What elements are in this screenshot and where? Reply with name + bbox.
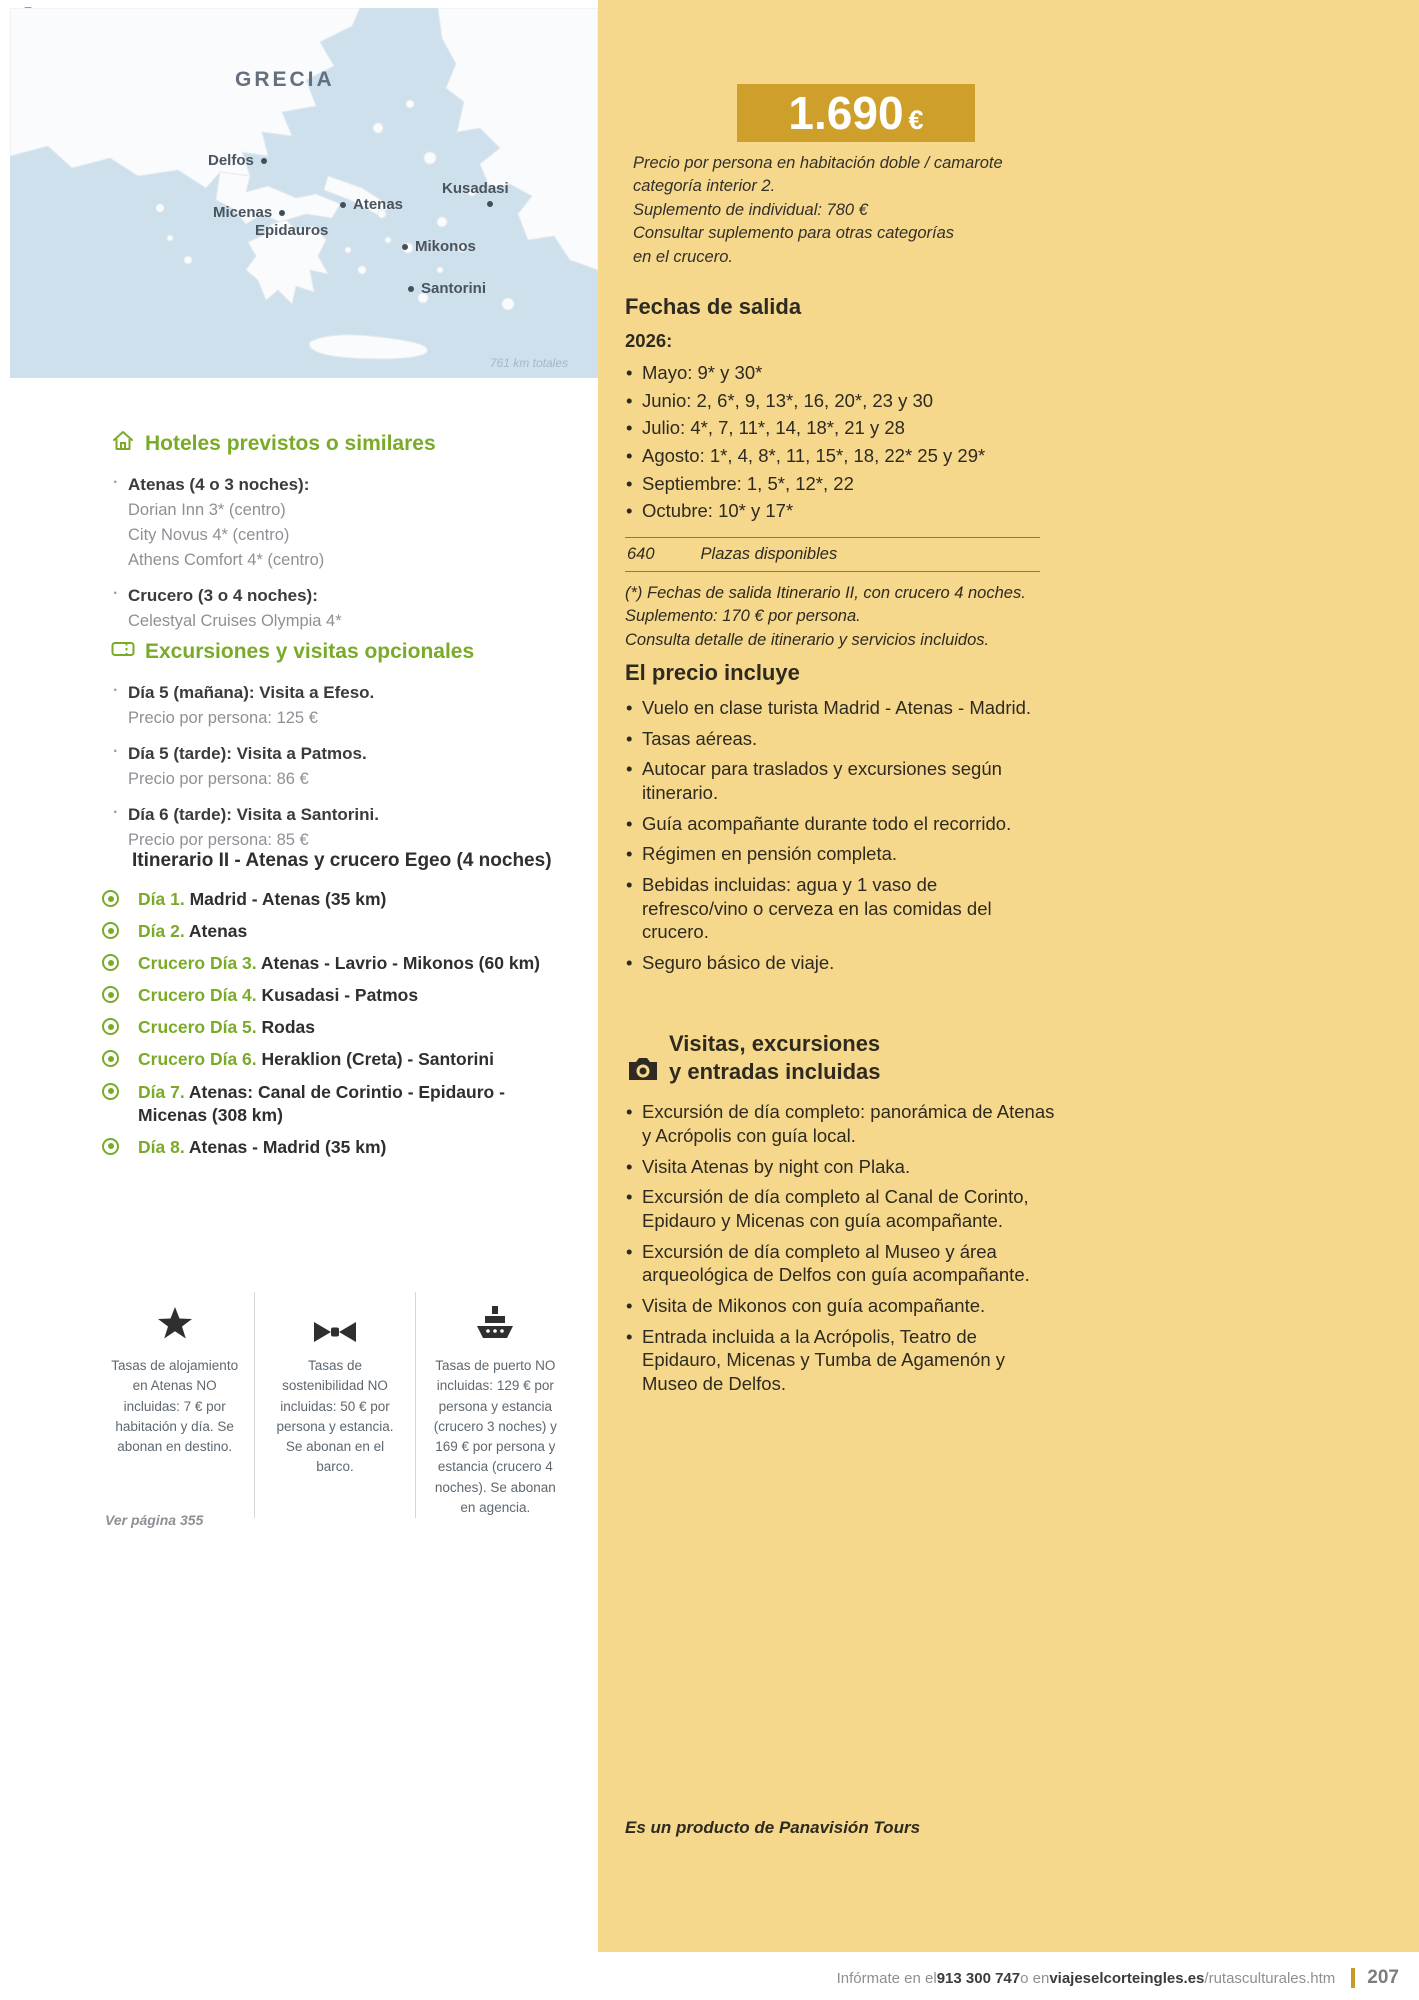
day-label: Crucero Día 6.	[138, 1049, 257, 1070]
include-item: • Guía acompañante durante todo el recorrido.	[625, 812, 1047, 836]
city-dot	[408, 286, 414, 292]
tax-note-text: Tasas de puerto NO incluidas: 129 € por persona y estancia (crucero 3 noches) y 169 € por persona y estancia (crucero 4 noches). Se abonan en agencia.	[433, 1358, 557, 1515]
price-currency: €	[908, 105, 924, 135]
day-marker-icon	[102, 1050, 119, 1067]
itinerary-day	[100, 888, 572, 911]
map-city-delfos	[208, 152, 267, 169]
city-label: Santorini	[421, 280, 487, 297]
day-label: Crucero Día 4.	[138, 985, 257, 1006]
excursion-item	[128, 744, 580, 792]
day-marker-icon	[102, 954, 119, 971]
seats-value: 640	[627, 545, 655, 564]
hotel-line: Dorian Inn 3* (centro)	[128, 501, 286, 519]
tax-note-lodging	[95, 1292, 254, 1518]
excursion-price: Precio por persona: 125 €	[128, 709, 318, 727]
departures-section	[625, 294, 1055, 652]
departure-month: • Julio: 4*, 7, 11*, 14, 18*, 21 y 28	[625, 416, 1055, 440]
departures-note-line: (*) Fechas de salida Itinerario II, con crucero 4 noches.	[625, 584, 1026, 603]
price-note-line: Precio por persona en habitación doble / camarote	[633, 154, 1003, 172]
tax-note-port	[415, 1292, 575, 1518]
excursions-heading	[110, 636, 580, 667]
day-text: Kusadasi - Patmos	[261, 985, 419, 1006]
visits-list	[625, 1100, 1059, 1395]
page-number-divider	[1351, 1968, 1355, 1988]
price-amount: 1.690	[788, 87, 904, 139]
optional-excursions-section	[110, 636, 580, 866]
includes-list	[625, 696, 1047, 975]
city-label: Delfos	[208, 152, 254, 169]
includes-title: El precio incluye	[625, 660, 800, 685]
day-marker-icon	[102, 1018, 119, 1035]
excursion-price: Precio por persona: 85 €	[128, 831, 309, 849]
itinerary-section	[100, 850, 572, 1168]
itinerary-title: Itinerario II - Atenas y crucero Egeo (4 noches)	[132, 850, 552, 871]
day-label: Día 2.	[138, 921, 185, 942]
footer-url-path: /rutasculturales.htm	[1204, 1969, 1336, 1987]
hotel-line: Celestyal Cruises Olympia 4*	[128, 612, 342, 630]
excursions-title: Excursiones y visitas opcionales	[145, 639, 475, 663]
day-text: Madrid - Atenas (35 km)	[189, 889, 387, 909]
price-note-line: Consultar suplemento para otras categorías	[633, 224, 955, 243]
hotel-line: Athens Comfort 4* (centro)	[128, 551, 325, 569]
itinerary-day	[100, 1081, 572, 1127]
city-dot	[340, 202, 346, 208]
day-text: Heraklion (Creta) - Santorini	[261, 1049, 494, 1070]
price-notes	[633, 152, 1003, 269]
greece-map	[10, 8, 598, 378]
map-city-mikonos	[402, 238, 476, 255]
departure-month: • Junio: 2, 6*, 9, 13*, 16, 20*, 23 y 30	[625, 389, 1055, 413]
include-item: • Seguro básico de viaje.	[625, 951, 1047, 975]
excursions-icon	[110, 636, 136, 667]
city-dot	[487, 201, 493, 207]
hotel-icon	[110, 428, 136, 459]
map-city-santorini	[408, 280, 486, 297]
hotel-group-label: · Atenas (4 o 3 noches):	[128, 475, 310, 494]
price-note-line: en el crucero.	[633, 247, 733, 266]
departure-month: • Agosto: 1*, 4, 8*, 11, 15*, 18, 22* 25 y 29*	[625, 444, 1055, 468]
visit-item: • Excursión de día completo al Canal de Corinto, Epidauro y Micenas con guía acompañante.	[625, 1185, 1059, 1232]
departures-note-line: Suplemento: 170 € por persona.	[625, 607, 861, 626]
include-item: • Autocar para traslados y excursiones según itinerario.	[625, 757, 1047, 804]
excursion-label: · Día 6 (tarde): Visita a Santorini.	[128, 805, 379, 824]
price-includes-section	[625, 660, 1047, 982]
itinerary-day	[100, 1136, 572, 1159]
map-landmass	[10, 8, 598, 378]
day-label: Crucero Día 5.	[138, 1017, 257, 1038]
visit-item: • Visita Atenas by night con Plaka.	[625, 1155, 1059, 1179]
day-label: Día 7.	[138, 1081, 185, 1102]
departures-title: Fechas de salida	[625, 294, 802, 319]
hotel-group	[128, 475, 580, 573]
visit-item: • Excursión de día completo al Museo y área arqueológica de Delfos con guía acompañante.	[625, 1240, 1059, 1287]
day-marker-icon	[102, 1138, 119, 1155]
include-item: • Tasas aéreas.	[625, 727, 1047, 751]
day-text: Atenas	[188, 921, 248, 942]
departure-month: • Octubre: 10* y 17*	[625, 499, 1055, 523]
map-city-kusadasi	[442, 180, 509, 197]
departures-note-line: Consulta detalle de itinerario y servicios incluidos.	[625, 630, 990, 649]
day-label: Día 1.	[138, 889, 185, 909]
departures-year: 2026:	[625, 330, 673, 351]
itinerary-day	[100, 984, 572, 1007]
star-icon	[155, 1292, 195, 1344]
city-label: Mikonos	[415, 238, 476, 255]
visit-item: • Excursión de día completo: panorámica de Atenas y Acrópolis con guía local.	[625, 1100, 1059, 1147]
hotel-line: City Novus 4* (centro)	[128, 526, 290, 544]
included-visits-section	[625, 1030, 1059, 1403]
bowtie-icon	[312, 1292, 358, 1344]
seats-label: Plazas disponibles	[700, 545, 838, 564]
hotels-title: Hoteles previstos o similares	[145, 431, 436, 455]
city-dot	[279, 210, 285, 216]
map-region-label: GRECIA	[235, 68, 335, 91]
city-label: Epidauros	[255, 222, 329, 239]
departure-month: • Septiembre: 1, 5*, 12*, 22	[625, 472, 1055, 496]
tax-note-text: Tasas de sostenibilidad NO incluidas: 50 € por persona y estancia. Se abonan en el barco.	[276, 1358, 394, 1475]
itinerary-day	[100, 952, 572, 975]
city-label: Atenas	[353, 196, 404, 213]
excursion-label: · Día 5 (mañana): Visita a Efeso.	[128, 683, 375, 702]
camera-icon	[627, 1056, 659, 1087]
day-marker-icon	[102, 986, 119, 1003]
include-item: • Régimen en pensión completa.	[625, 842, 1047, 866]
itinerary-day	[100, 920, 572, 943]
page-number: 207	[1367, 1967, 1399, 1988]
city-label: Micenas	[213, 204, 273, 221]
offer-panel	[598, 0, 1419, 1952]
hotel-group-label: · Crucero (3 o 4 noches):	[128, 586, 318, 605]
map-city-epidauros	[255, 222, 328, 239]
map-city-atenas	[340, 196, 403, 213]
visit-item: • Entrada incluida a la Acrópolis, Teatro de Epidauro, Micenas y Tumba de Agamenón y Museo de Delfos.	[625, 1325, 1059, 1396]
departures-list	[625, 361, 1055, 523]
day-label: Día 8.	[138, 1136, 185, 1157]
include-item: • Vuelo en clase turista Madrid - Atenas - Madrid.	[625, 696, 1047, 720]
footer-prefix: Infórmate en el	[836, 1969, 937, 1987]
ship-icon	[473, 1292, 517, 1344]
footer-website-link[interactable]: viajeselcorteingles.es	[1049, 1969, 1205, 1987]
departure-month: • Mayo: 9* y 30*	[625, 361, 1055, 385]
see-page-reference: Ver página 355	[105, 1512, 204, 1528]
visits-title-line2: y entradas incluidas	[669, 1059, 881, 1085]
day-text: Rodas	[261, 1017, 316, 1038]
day-marker-icon	[102, 1083, 119, 1100]
tax-note-sustainability	[254, 1292, 414, 1518]
day-text: Atenas - Lavrio - Mikonos (60 km)	[260, 953, 540, 974]
producer-note: Es un producto de Panavisión Tours	[625, 1818, 921, 1837]
day-text: Atenas: Canal de Corintio - Epidauro - Micenas (308 km)	[138, 1081, 505, 1125]
hotels-section	[110, 428, 580, 647]
day-marker-icon	[102, 890, 119, 907]
day-label: Crucero Día 3.	[138, 953, 257, 974]
map-scale-note: 761 km totales	[489, 356, 568, 370]
excursion-item	[128, 805, 580, 853]
map-city-micenas	[213, 204, 285, 221]
tax-notes-section	[95, 1292, 575, 1518]
itinerary-day	[100, 1016, 572, 1039]
city-dot	[261, 158, 267, 164]
hotel-group	[128, 586, 580, 634]
price-note-line: categoría interior 2.	[633, 177, 776, 196]
price-box	[737, 84, 975, 142]
day-marker-icon	[102, 922, 119, 939]
hotels-heading	[110, 428, 580, 459]
day-text: Atenas - Madrid (35 km)	[188, 1136, 387, 1157]
city-label: Kusadasi	[442, 180, 509, 197]
visit-item: • Visita de Mikonos con guía acompañante.	[625, 1294, 1059, 1318]
footer-connector: o en	[1020, 1969, 1050, 1987]
price-note-line: Suplemento de individual: 780 €	[633, 200, 868, 219]
visits-title-line1: Visitas, excursiones	[669, 1031, 881, 1056]
excursion-label: · Día 5 (tarde): Visita a Patmos.	[128, 744, 367, 763]
city-dot	[402, 244, 408, 250]
page-footer	[0, 1956, 1419, 2000]
itinerary-day	[100, 1048, 572, 1071]
tax-note-text: Tasas de alojamiento en Atenas NO incluidas: 7 € por habitación y día. Se abonan en destino.	[111, 1358, 239, 1454]
include-item: • Bebidas incluidas: agua y 1 vaso de refresco/vino o cerveza en las comidas del crucero.	[625, 873, 1047, 944]
excursion-item	[128, 683, 580, 731]
seats-row	[625, 537, 1040, 572]
footer-phone: 913 300 747	[936, 1969, 1021, 1987]
departures-note	[625, 582, 1055, 652]
excursion-price: Precio por persona: 86 €	[128, 770, 309, 788]
visits-heading	[625, 1030, 1059, 1086]
